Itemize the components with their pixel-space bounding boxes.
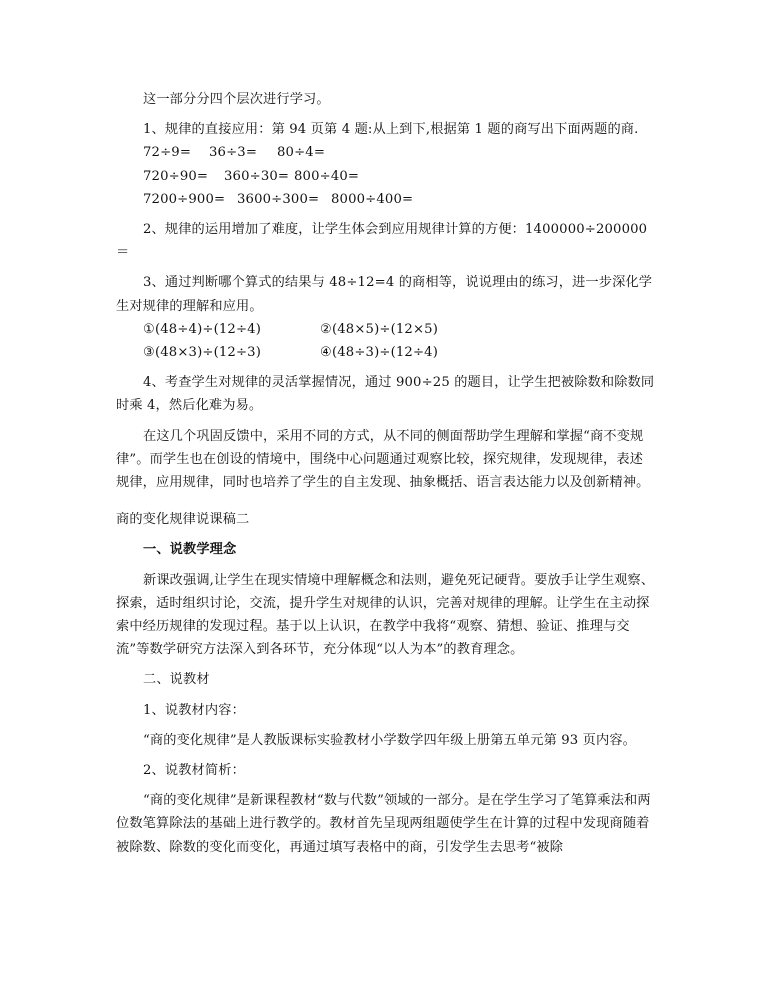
- option-expression: ③(48×3)÷(12÷3): [143, 345, 261, 361]
- equation: 7200÷900=: [143, 191, 226, 207]
- equation: 800÷40=: [294, 168, 360, 184]
- item-3-paragraph: 3、通过判断哪个算式的结果与 48÷12=4 的商相等，说说理由的练习，进一步深化学生对规律的理解和应用。: [116, 275, 653, 314]
- option-expression: ①(48÷4)÷(12÷4): [143, 321, 261, 337]
- document-body: [116, 88, 656, 859]
- item-4-paragraph: 4、考查学生对规律的灵活掌握情况，通过 900÷25 的题目，让学生把被除数和除数同时乘 4，然后化难为易。: [116, 375, 655, 414]
- item-1-paragraph: 1、规律的直接应用：第 94 页第 4 题:从上到下,根据第 1 题的商写出下面两题的商.: [143, 122, 639, 138]
- equation: 80÷4=: [277, 145, 326, 161]
- option-row-2: [116, 341, 656, 364]
- subheading-textbook-content: 1、说教材内容：: [143, 702, 245, 718]
- textbook-content-paragraph: “商的变化规律”是人教版课标实验教材小学数学四年级上册第五单元第 93 页内容。: [143, 732, 637, 748]
- philosophy-paragraph: 新课改强调,让学生在现实情境中理解概念和法则，避免死记硬背。要放手让学生观察、探索，适时组织讨论，交流，提升学生对规律的认识，完善对规律的理解。让学生在主动探索中经历规律的发现过程。基于以上认识，在教学中我将“观察、猜想、验证、推理与交流”等数学研究方法深入到各环节，充分体现“以人为本”的教育理念。: [116, 572, 655, 658]
- heading-textbook: 二、说教材: [143, 672, 210, 688]
- equation: 72÷9=: [143, 145, 192, 161]
- equation: 3600÷300=: [237, 191, 320, 207]
- option-expression: ④(48÷3)÷(12÷4): [320, 345, 438, 361]
- equation: 720÷90=: [143, 168, 209, 184]
- equation-row-1: [116, 141, 656, 164]
- equation-row-2: [116, 165, 656, 188]
- intro-paragraph: 这一部分分四个层次进行学习。: [143, 92, 330, 107]
- equation: 360÷30=: [224, 168, 290, 184]
- option-expression: ②(48×5)÷(12×5): [320, 321, 438, 337]
- equation: 8000÷400=: [331, 191, 414, 207]
- option-row-1: [116, 318, 656, 341]
- textbook-analysis-paragraph: “商的变化规律”是新课程教材“数与代数”领域的一部分。是在学生学习了笔算乘法和两位数笔算除法的基础上进行教学的。教材首先呈现两组题使学生在计算的过程中发现商随着被除数、除数的变化而变化，再通过填写表格中的商，引发学生去思考“被除: [116, 793, 651, 855]
- item-2-paragraph: 2、规律的运用增加了难度，让学生体会到应用规律计算的方便：1400000÷200000＝: [116, 222, 648, 261]
- equation-row-3: [116, 188, 656, 211]
- summary-paragraph: 在这几个巩固反馈中，采用不同的方式，从不同的侧面帮助学生理解和掌握“商不变规律”。而学生也在创设的情境中，围绕中心问题通过观察比较，探究规律，发现规律，表述规律，应用规律，同时也培养了学生的自主发现、抽象概括、语言表达能力以及创新精神。: [116, 428, 650, 491]
- heading-teaching-philosophy: 一、说教学理念: [143, 542, 237, 558]
- section-title: 商的变化规律说课稿二: [116, 512, 250, 528]
- equation: 36÷3=: [209, 145, 258, 161]
- subheading-textbook-analysis: 2、说教材简析：: [143, 763, 245, 779]
